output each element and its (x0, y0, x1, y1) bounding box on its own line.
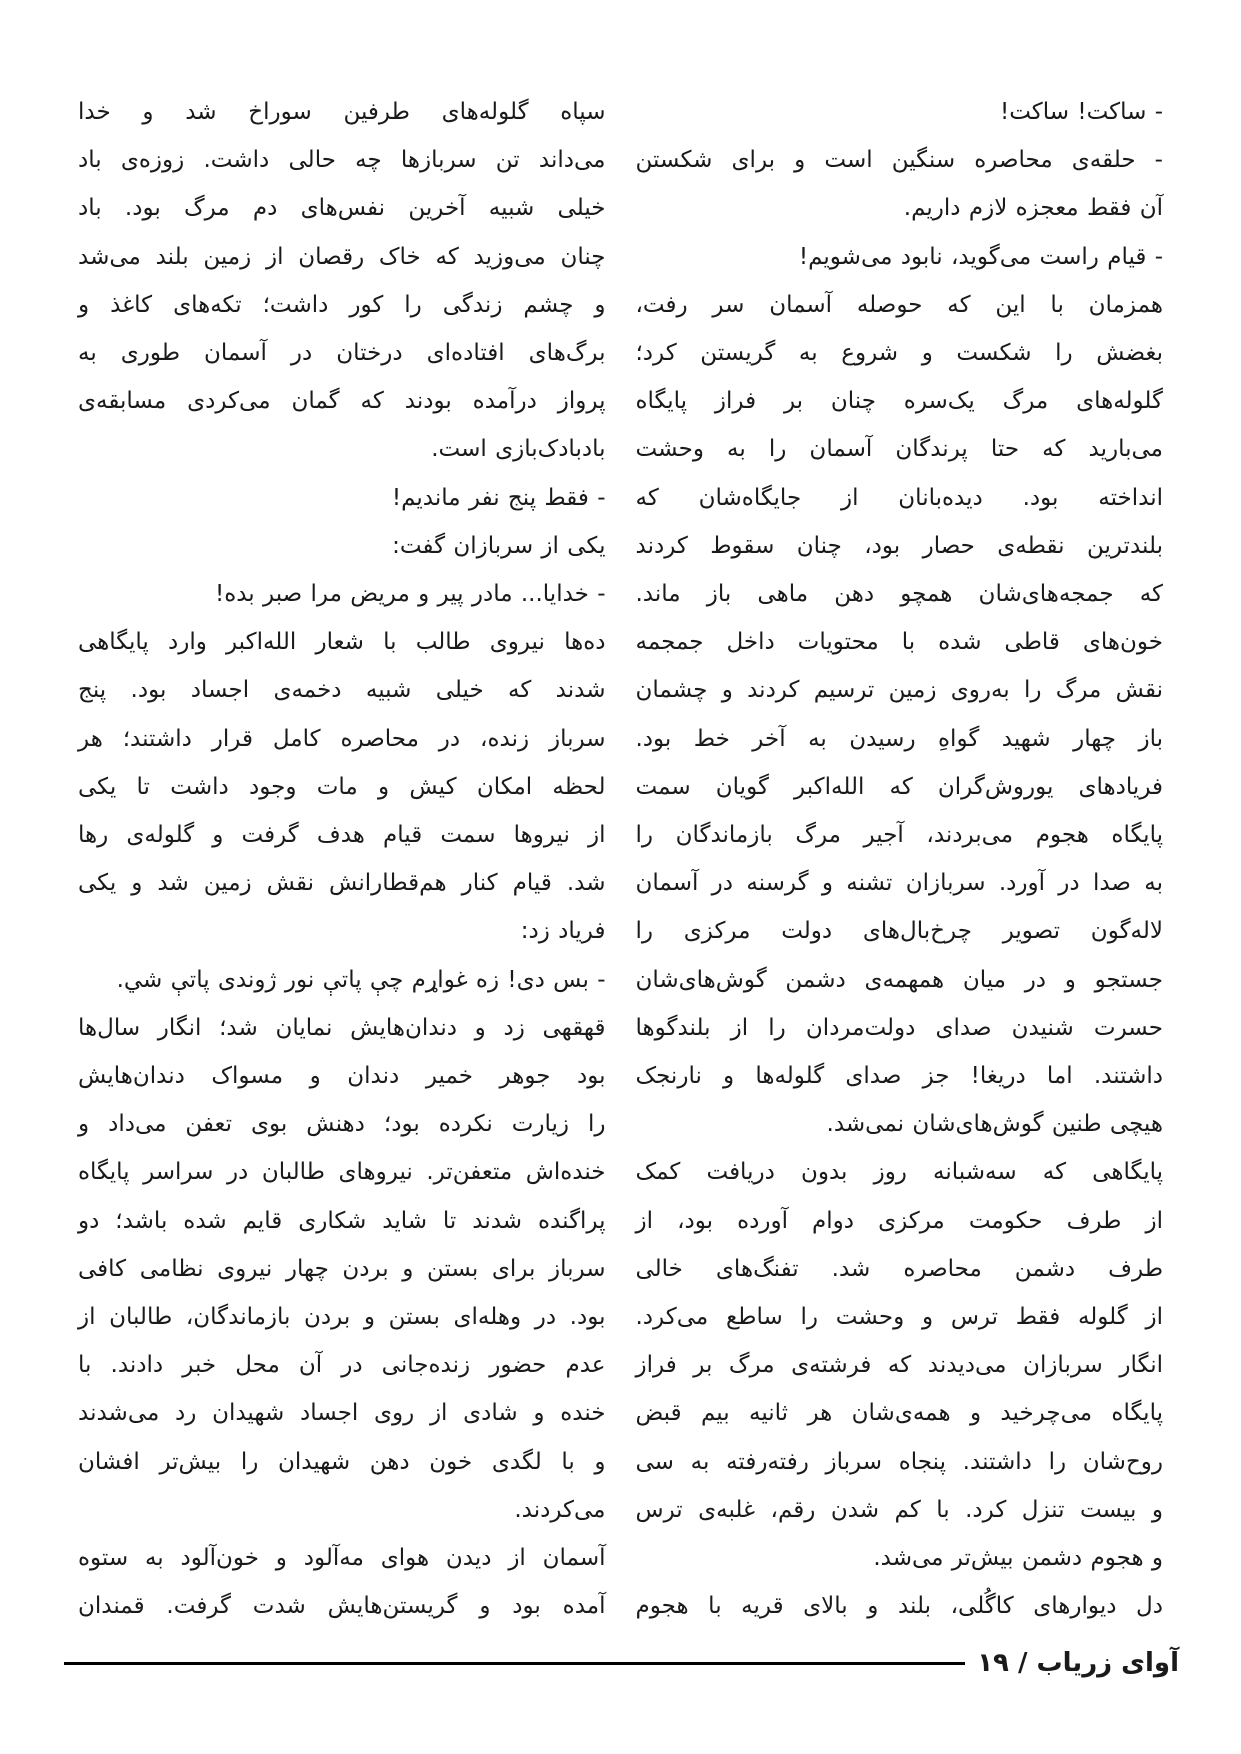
text-line: شد. قیام کنار هم‌قطارانش نقش زمین شد و یکی (78, 870, 606, 897)
text-line: بلندترین نقطه‌ی حصار بود، چنان سقوط کردند (635, 532, 1163, 559)
text-line: و هجوم دشمن بیش‌تر می‌شد. (873, 1545, 1163, 1572)
text-line: سرباز برای بستن و بردن چهار نیروی نظامی کافی (78, 1255, 606, 1282)
text-line: باز چهار شهید گواهِ رسیدن به آخر خط بود. (635, 725, 1163, 752)
text-line: هیچی طنین گوش‌های‌شان نمی‌شد. (826, 1111, 1163, 1138)
text-line: پراگنده شدند تا شاید شکاری قایم شده باشد؛ دو (78, 1207, 606, 1234)
text-line: برگ‌های افتاده‌ای درختان در آسمان طوری به (78, 340, 606, 367)
text-line: پایگاه هجوم می‌بردند، آجیر مرگ بازماندگان را (635, 822, 1163, 849)
text-line: طرف دشمن محاصره شد. تفنگ‌های خالی (635, 1255, 1163, 1282)
text-line: - فقط پنج نفر ماندیم! (391, 484, 606, 511)
text-line: نقش مرگ را به‌روی زمین ترسیم کردند و چشمان (635, 677, 1163, 704)
text-line: - حلقه‌ی محاصره سنگین است و برای شکستن (635, 147, 1163, 174)
text-line: همزمان با این که حوصله آسمان سر رفت، (635, 291, 1163, 318)
text-line: خیلی شبیه آخرین نفس‌های دم مرگ بود. باد (78, 195, 606, 222)
text-line: یکی از سربازان گفت: (392, 532, 606, 559)
text-line: روح‌شان را داشتند. پنجاه سرباز رفته‌رفته به سی (635, 1448, 1163, 1475)
text-line: آن فقط معجزه لازم داریم. (903, 195, 1163, 222)
text-line: پایگاهی که سه‌شبانه روز بدون دریافت کمک (635, 1159, 1163, 1186)
text-line: حسرت شنیدن صدای دولت‌مردان را از بلندگوها (635, 1014, 1163, 1041)
text-line: سپاه گلوله‌های طرفین سوراخ شد و خدا (78, 99, 606, 125)
text-line: بود جوهر خمیر دندان و مسواک دندان‌هایش (78, 1063, 606, 1090)
text-line: و با لگدی خون دهن شهیدان را بیش‌تر افشان (78, 1448, 606, 1475)
text-line: را زیارت نکرده بود؛ دهنش بوی تعفن می‌داد و (78, 1111, 606, 1138)
text-line: - ساکت! ساکت! (1000, 99, 1163, 125)
text-line: چنان می‌وزید که خاک رقصان از زمین بلند می‌شد (78, 243, 606, 270)
text-line: از طرف حکومت مرکزی دوام آورده بود، از (635, 1207, 1163, 1234)
text-line: پایگاه می‌چرخید و همه‌ی‌شان هر ثانیه بیم قبض (635, 1400, 1163, 1427)
text-line: بادبادک‌بازی است. (431, 436, 606, 463)
text-line: دل دیوارهای کاگُلی، بلند و بالای قریه با هجوم (635, 1593, 1163, 1620)
text-line: از گلوله فقط ترس و وحشت را ساطع می‌کرد. (635, 1304, 1163, 1331)
text-line: آمده بود و گریستن‌هایش شدت گرفت. قمندان (78, 1593, 606, 1620)
text-line: - خدایا... مادر پیر و مریض مرا صبر بده! (214, 581, 606, 608)
text-line: خنده و شادی از روی اجساد شهیدان رد می‌شدند (78, 1400, 606, 1427)
text-column-right (636, 88, 1164, 1631)
text-line: لاله‌گون تصویر چرخ‌بال‌های دولت مرکزی را (635, 918, 1163, 945)
text-line: می‌کردند. (514, 1496, 606, 1523)
text-line: و بیست تنزل کرد. با کم شدن رقم، غلبه‌ی ترس (635, 1496, 1163, 1523)
footer-rule (64, 1662, 965, 1665)
text-line: فریاد زد: (520, 918, 606, 945)
text-line: - قیام راست می‌گوید، نابود می‌شویم! (798, 243, 1163, 270)
text-line: می‌داند تن سربازها چه حالی داشت. زوزه‌ی باد (78, 147, 606, 174)
text-line: به صدا در آورد. سربازان تشنه و گرسنه در آسمان (635, 870, 1163, 897)
text-line: جستجو و در میان همهمه‌ی دشمن گوش‌های‌شان (635, 966, 1163, 993)
text-line: لحظه امکان کیش و مات وجود داشت تا یکی (78, 773, 606, 800)
text-line: خون‌های قاطی شده با محتویات داخل جمجمه (635, 629, 1163, 656)
text-line: و چشم زندگی را کور داشت؛ تکه‌های کاغذ و (78, 291, 606, 318)
text-line: - بس دی! زه غواړم چې پاتې نور ژوندی پاتې شي. (116, 966, 606, 993)
text-line: شدند که خیلی شبیه دخمه‌ی اجساد بود. پنج (78, 677, 606, 704)
footer-journal-title-and-page-number: آوای زریاب / ۱۹ (977, 1648, 1179, 1678)
text-line: بود. در وهله‌ای بستن و بردن بازماندگان، طالبان از (78, 1304, 606, 1331)
text-line: گلوله‌های مرگ یک‌سره چنان بر فراز پایگاه (635, 388, 1163, 415)
text-line: بغضش را شکست و شروع به گریستن کرد؛ (635, 340, 1163, 367)
text-line: عدم حضور زنده‌جانی در آن محل خبر دادند. با (78, 1352, 606, 1379)
text-line: ده‌ها نیروی طالب با شعار الله‌اکبر وارد پایگاهی (78, 629, 606, 656)
text-line: قهقهی زد و دندان‌هایش نمایان شد؛ انگار سال‌ها (78, 1014, 606, 1041)
text-line: از نیروها سمت قیام هدف گرفت و گلوله‌ی رها (78, 822, 606, 849)
text-line: فریادهای یوروش‌گران که الله‌اکبر گویان سمت (635, 773, 1163, 800)
text-line: سرباز زنده، در محاصره کامل قرار داشتند؛ هر (78, 725, 606, 752)
text-line: آسمان از دیدن هوای مه‌آلود و خون‌آلود به ستوه (78, 1545, 606, 1572)
text-line: انگار سربازان می‌دیدند که فرشته‌ی مرگ بر فراز (635, 1352, 1163, 1379)
page-footer (0, 1648, 1241, 1678)
text-line: خنده‌اش متعفن‌تر. نیروهای طالبان در سراسر پایگاه (78, 1159, 606, 1186)
text-line: می‌بارید که حتا پرندگان آسمان را به وحشت (635, 436, 1163, 463)
text-line: داشتند. اما دریغا! جز صدای گلوله‌ها و نارنجک (635, 1063, 1163, 1090)
text-line: انداخته بود. دیده‌بانان از جایگاه‌شان که (635, 484, 1163, 511)
text-line: که جمجه‌های‌شان همچو دهن ماهی باز ماند. (635, 581, 1163, 608)
text-line: پرواز درآمده بودند که گمان می‌کردی مسابقه‌ی (78, 388, 606, 415)
text-column-left (78, 88, 606, 1631)
